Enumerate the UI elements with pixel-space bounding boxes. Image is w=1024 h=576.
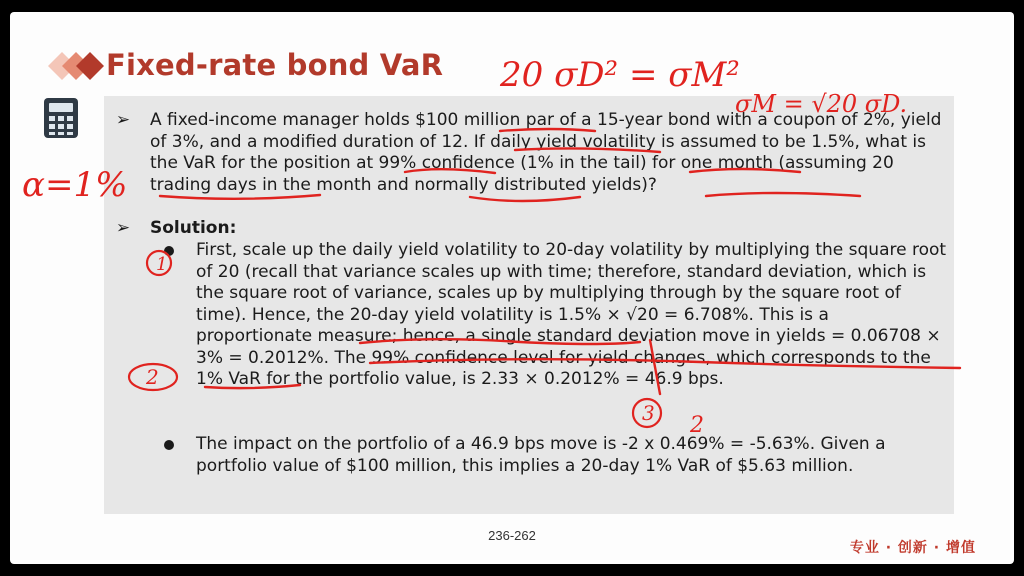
dot-bullet-icon bbox=[164, 246, 174, 256]
annotation-eq2: σM = √20 σD. bbox=[735, 90, 908, 118]
annotation-eq1: 20 σD² = σM² bbox=[500, 55, 740, 95]
solution-label-text: Solution: bbox=[150, 218, 237, 238]
annotation-num-3: 3 bbox=[642, 401, 655, 425]
annotation-num-1: 1 bbox=[156, 254, 168, 275]
annotation-alpha: α=1% bbox=[22, 165, 128, 205]
diamond-decoration-icon bbox=[28, 46, 112, 86]
title-bar bbox=[0, 40, 1024, 90]
solution-point-1-text: First, scale up the daily yield volatility to 20-day volatility by multiplying the square root of 20 (recall that variance scales up with time; therefore, standard deviation, which is the square root of variance, scales up by multiplying through by the square root of time). Hence, the 20-day yield volatility is 1.5% × √20 = 6.708%. This is a proportionate measure; hence, a single standard deviation move in yields = 0.06708 × 3% = 0.2012%. The 99% confidence level for yield changes, which corresponds to the 1% VaR for the portfolio value, is 2.33 × 0.2012% = 46.9 bps. bbox=[196, 240, 947, 389]
arrow-bullet-icon: ➢ bbox=[115, 218, 131, 238]
arrow-bullet-icon: ➢ bbox=[115, 110, 131, 130]
page-title: Fixed-rate bond VaR bbox=[106, 48, 444, 82]
annotation-num-3b: 2 bbox=[690, 413, 704, 438]
question-body: A fixed-income manager holds $100 million par of a 15-year bond with a coupon of 2%, yield of 3%, and a modified duration of 12. If daily yield volatility is assumed to be 1.5%, what is the VaR for the position at 99% confidence (1% in the tail) for one month (assuming 20 trading days in the month and normally distributed yields)? bbox=[150, 110, 942, 195]
solution-label bbox=[115, 218, 950, 240]
page-number: 236-262 bbox=[488, 528, 536, 543]
footer-brand: 专业 · 创新 · 增值 bbox=[849, 540, 976, 556]
solution-point-2 bbox=[196, 434, 948, 477]
dot-bullet-icon bbox=[164, 440, 174, 450]
question-text bbox=[115, 110, 950, 196]
annotation-num-2: 2 bbox=[146, 365, 159, 389]
calculator-icon bbox=[42, 96, 80, 140]
solution-point-1 bbox=[196, 240, 948, 391]
solution-point-2-text: The impact on the portfolio of a 46.9 bps move is -2 x 0.469% = -5.63%. Given a portfolio value of $100 million, this implies a 20-day 1% VaR of $5.63 million. bbox=[196, 434, 886, 476]
